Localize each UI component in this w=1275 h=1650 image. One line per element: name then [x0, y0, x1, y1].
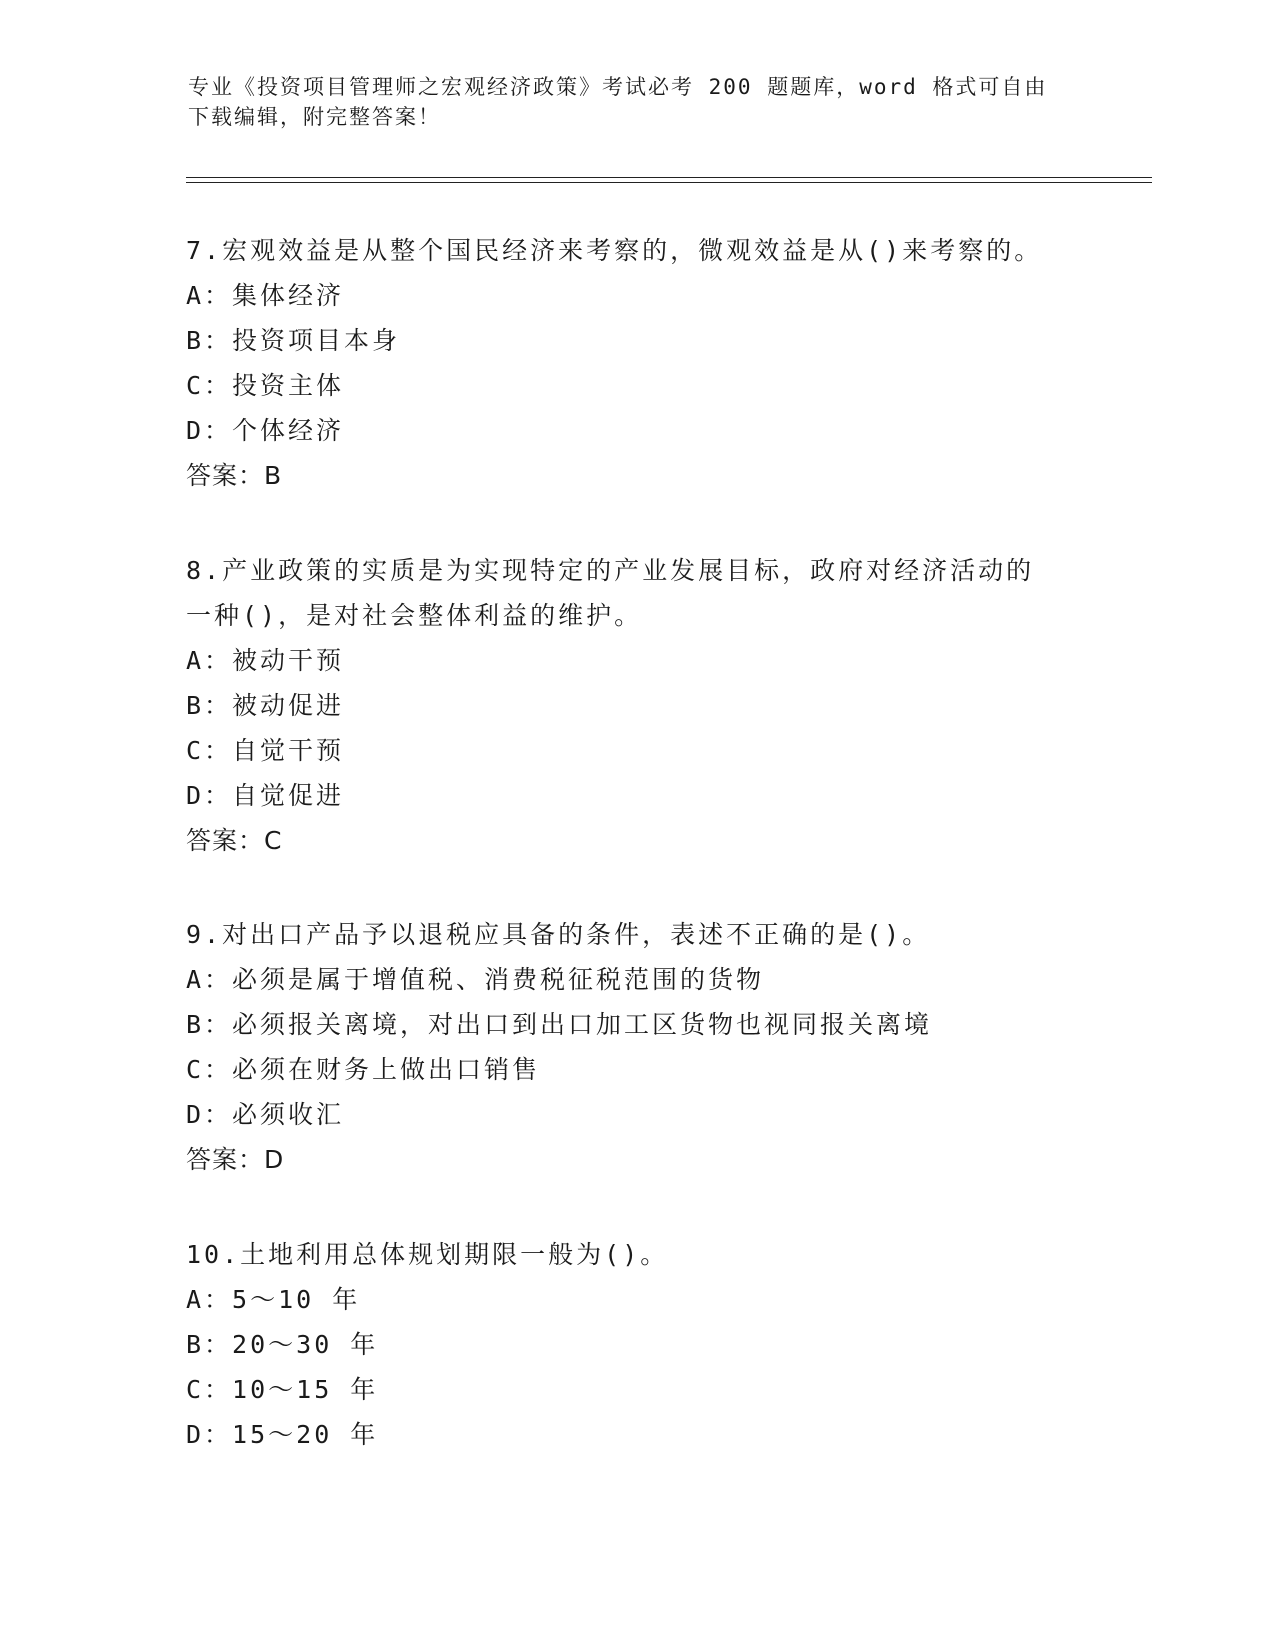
option-d: D：必须收汇: [186, 1100, 345, 1129]
question-10: [186, 1232, 1106, 1457]
option-a: A：5～10 年: [186, 1285, 361, 1314]
header-line-2: 下载编辑，附完整答案！: [188, 105, 441, 129]
header-line-1: 专业《投资项目管理师之宏观经济政策》考试必考 200 题题库，word 格式可自由: [188, 75, 1048, 99]
answer-value: B: [264, 461, 283, 490]
header-divider-bottom: [186, 182, 1152, 183]
answer-label: 答案：: [186, 1145, 265, 1174]
option-c: C：投资主体: [186, 371, 345, 400]
option-d: D：个体经济: [186, 416, 345, 445]
option-a: A：集体经济: [186, 281, 345, 310]
option-b: B：必须报关离境，对出口到出口加工区货物也视同报关离境: [186, 1010, 933, 1039]
question-8: [186, 548, 1106, 863]
option-d: D：自觉促进: [186, 781, 345, 810]
question-stem: 10.土地利用总体规划期限一般为()。: [186, 1240, 669, 1269]
question-stem: 8.产业政策的实质是为实现特定的产业发展目标，政府对经济活动的: [186, 556, 1035, 585]
answer-value: C: [264, 826, 283, 855]
option-c: C：10～15 年: [186, 1375, 379, 1404]
option-c: C：自觉干预: [186, 736, 345, 765]
answer-value: D: [264, 1145, 285, 1174]
answer-line: [186, 818, 1106, 863]
question-9: [186, 912, 1106, 1182]
option-b: B：20～30 年: [186, 1330, 379, 1359]
question-7: [186, 228, 1106, 498]
question-stem: 7.宏观效益是从整个国民经济来考察的，微观效益是从()来考察的。: [186, 236, 1043, 265]
question-stem-continued: 一种()，是对社会整体利益的维护。: [186, 601, 643, 630]
option-d: D：15～20 年: [186, 1420, 379, 1449]
question-stem: 9.对出口产品予以退税应具备的条件，表述不正确的是()。: [186, 920, 931, 949]
option-c: C：必须在财务上做出口销售: [186, 1055, 541, 1084]
option-b: B：投资项目本身: [186, 326, 401, 355]
document-header: [188, 72, 1088, 132]
answer-label: 答案：: [186, 461, 265, 490]
header-divider-top: [186, 177, 1152, 178]
option-a: A：必须是属于增值税、消费税征税范围的货物: [186, 965, 765, 994]
option-b: B：被动促进: [186, 691, 345, 720]
answer-line: [186, 453, 1106, 498]
answer-line: [186, 1137, 1106, 1182]
answer-label: 答案：: [186, 826, 265, 855]
option-a: A：被动干预: [186, 646, 345, 675]
